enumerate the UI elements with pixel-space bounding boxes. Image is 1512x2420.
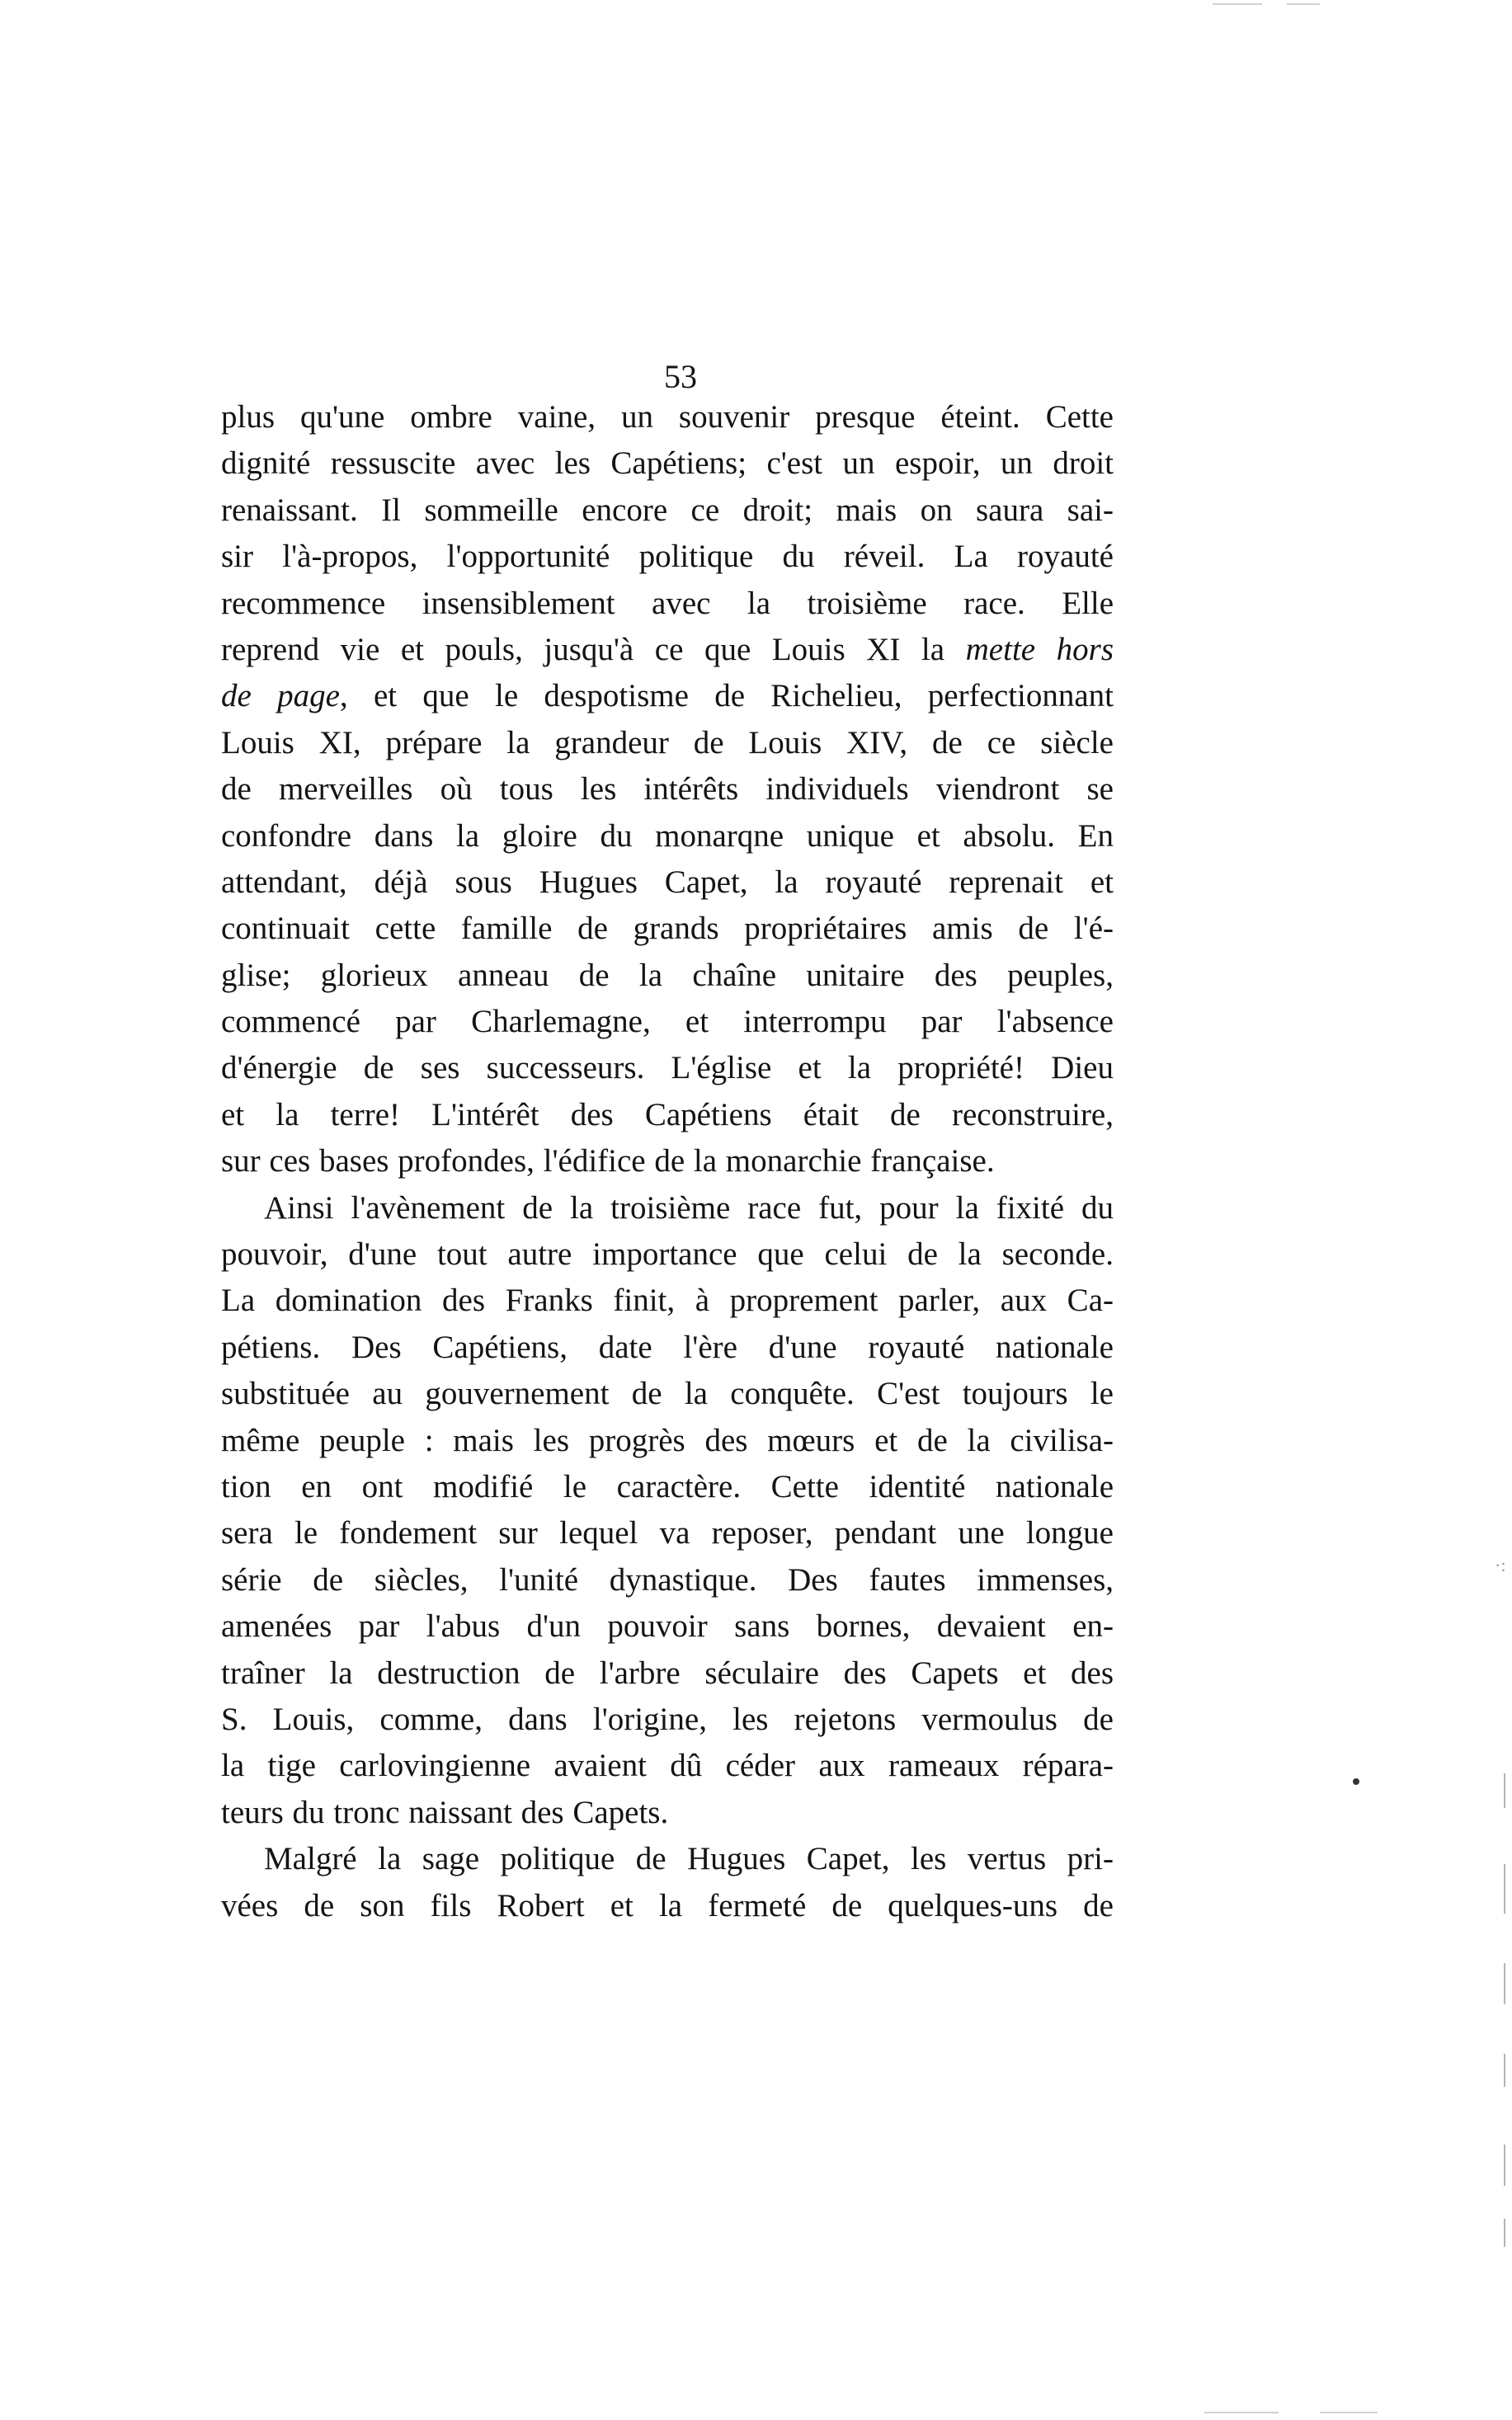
scan-edge-tick — [1504, 1963, 1505, 2004]
text-line: recommence insensiblement avec la troisième race. Elle — [221, 585, 1114, 621]
scan-artifact-bottom — [1320, 2412, 1378, 2413]
text-line: la tige carlovingienne avaient dû céder aux rameaux répara- — [221, 1748, 1114, 1784]
text-line: confondre dans la gloire du monarqne unique et absolu. En — [221, 817, 1114, 854]
text-line: Louis XI, prépare la grandeur de Louis XIV, de ce siècle — [221, 724, 1114, 760]
stray-ink-dot — [1353, 1778, 1359, 1785]
text-line: dignité ressuscite avec les Capétiens; c'est un espoir, un droit — [221, 445, 1114, 482]
scan-artifact-top — [1213, 3, 1262, 5]
text-line: sera le fondement sur lequel va reposer, pendant une longue — [221, 1515, 1114, 1551]
scan-edge-tick — [1504, 2145, 1505, 2186]
text-line: d'énergie de ses successeurs. L'église et la propriété! Dieu — [221, 1050, 1114, 1086]
scan-edge — [1496, 0, 1512, 2420]
text-line: reprend vie et pouls, jusqu'à ce que Louis XI la mette hors — [221, 631, 1114, 667]
text-line: substituée au gouvernement de la conquête. C'est toujours le — [221, 1376, 1114, 1412]
margin-smudge: ·: — [1495, 1555, 1506, 1575]
text-line: pétiens. Des Capétiens, date l'ère d'une royauté nationale — [221, 1329, 1114, 1365]
text-line: S. Louis, comme, dans l'origine, les rejetons vermoulus de — [221, 1701, 1114, 1737]
scan-artifact-top — [1287, 3, 1320, 5]
text-line: plus qu'une ombre vaine, un souvenir presque éteint. Cette — [221, 399, 1114, 435]
text-line: commencé par Charlemagne, et interrompu par l'absence — [221, 1004, 1114, 1040]
scan-edge-tick — [1504, 1864, 1505, 1914]
text-line: amenées par l'abus d'un pouvoir sans bornes, devaient en- — [221, 1608, 1114, 1645]
scan-edge-tick — [1504, 1773, 1505, 1808]
text-line: série de siècles, l'unité dynastique. Des fautes immenses, — [221, 1561, 1114, 1598]
text-line: Ainsi l'avènement de la troisième race fut, pour la fixité du — [264, 1189, 1114, 1226]
text-line: de page, et que le despotisme de Richelieu, perfectionnant — [221, 678, 1114, 714]
text-line: Malgré la sage politique de Hugues Capet, les vertus pri- — [264, 1841, 1114, 1877]
page-number: 53 — [664, 358, 697, 395]
italic-text: mette hors — [965, 631, 1114, 667]
text-line: tion en ont modifié le caractère. Cette identité nationale — [221, 1468, 1114, 1504]
text-line: attendant, déjà sous Hugues Capet, la royauté reprenait et — [221, 864, 1114, 900]
text-line: pouvoir, d'une tout autre importance que celui de la seconde. — [221, 1236, 1114, 1273]
text-line: de merveilles où tous les intérêts individuels viendront se — [221, 771, 1114, 807]
scan-edge-tick — [1504, 2054, 1505, 2087]
text-line: vées de son fils Robert et la fermeté de quelques-uns de — [221, 1887, 1114, 1923]
text-line: traîner la destruction de l'arbre séculaire des Capets et des — [221, 1655, 1114, 1691]
text-line: sur ces bases profondes, l'édifice de la monarchie française. — [221, 1143, 995, 1179]
text-line: renaissant. Il sommeille encore ce droit; mais on saura sai- — [221, 492, 1114, 528]
text-line: continuait cette famille de grands propriétaires amis de l'é- — [221, 911, 1114, 947]
text-line: La domination des Franks finit, à proprement parler, aux Ca- — [221, 1283, 1114, 1319]
body-text — [221, 394, 1114, 1929]
text-line: glise; glorieux anneau de la chaîne unitaire des peuples, — [221, 957, 1114, 993]
text-line: et la terre! L'intérêt des Capétiens était de reconstruire, — [221, 1096, 1114, 1132]
text-line: sir l'à-propos, l'opportunité politique du réveil. La royauté — [221, 539, 1114, 575]
scan-artifact-bottom — [1204, 2412, 1279, 2413]
scan-edge-tick — [1504, 2219, 1505, 2247]
text-line: même peuple : mais les progrès des mœurs et de la civilisa- — [221, 1422, 1114, 1458]
text-line: teurs du tronc naissant des Capets. — [221, 1794, 669, 1830]
italic-text: de page — [221, 678, 340, 714]
